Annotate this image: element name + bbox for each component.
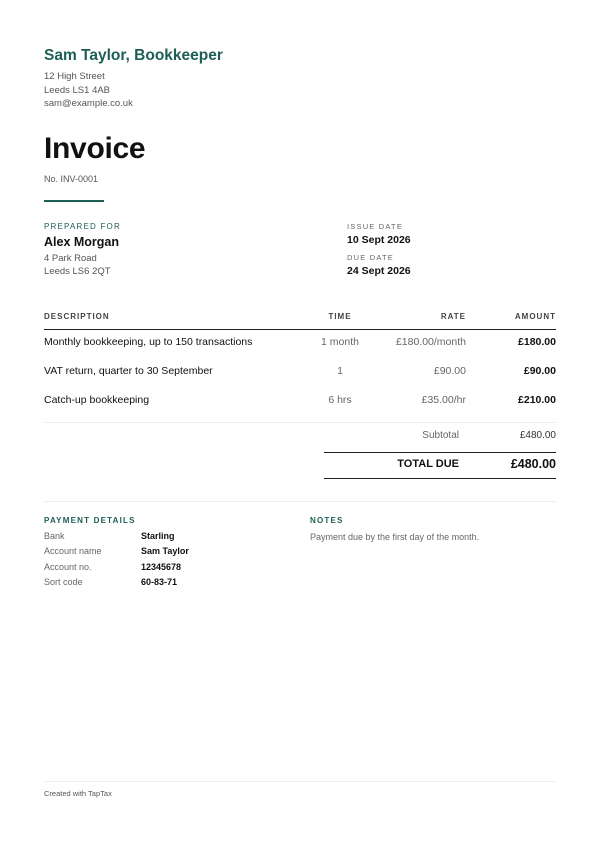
due-date-block	[347, 253, 411, 277]
issue-date-value: 10 Sept 2026	[347, 234, 411, 246]
header-time: TIME	[328, 312, 352, 321]
client-address-line1: 4 Park Road	[44, 253, 97, 264]
line-item-amount: £90.00	[523, 365, 556, 377]
due-date-label: DUE DATE	[347, 253, 394, 262]
payment-key: Account no.	[44, 562, 92, 572]
total-divider-bottom	[324, 478, 556, 479]
payment-key: Account name	[44, 546, 102, 556]
subtotal-value: £480.00	[519, 430, 556, 441]
line-item-rate: £35.00/hr	[421, 394, 466, 406]
line-item-row	[44, 365, 556, 394]
notes-text: Payment due by the first day of the month.	[310, 532, 480, 542]
notes-label: NOTES	[310, 516, 344, 525]
prepared-for-label: PREPARED FOR	[44, 222, 121, 231]
business-address-line2: Leeds LS1 4AB	[44, 84, 111, 96]
payment-value: 12345678	[141, 562, 182, 572]
invoice-title: Invoice	[44, 132, 146, 165]
line-item-description: Catch-up bookkeeping	[44, 394, 150, 406]
subtotal-label: Subtotal	[422, 430, 459, 441]
payment-key: Bank	[44, 531, 65, 541]
footer-divider	[44, 781, 556, 782]
accent-divider	[44, 200, 104, 202]
business-email: sam@example.co.uk	[44, 98, 133, 109]
issue-date-label: ISSUE DATE	[347, 222, 404, 231]
line-item-description: VAT return, quarter to 30 September	[44, 365, 213, 377]
section-divider	[44, 501, 556, 502]
issue-date-block	[347, 222, 411, 246]
payment-key: Sort code	[44, 577, 83, 587]
payment-value: Sam Taylor	[141, 546, 189, 556]
total-due-value: £480.00	[510, 457, 556, 471]
total-due-label: TOTAL DUE	[397, 458, 459, 470]
business-address-line1: 12 High Street	[44, 71, 105, 82]
client-address-line2: Leeds LS6 2QT	[44, 265, 111, 277]
header-description: DESCRIPTION	[44, 312, 110, 321]
invoice-page	[44, 0, 556, 849]
business-name: Sam Taylor, Bookkeeper	[44, 47, 223, 64]
line-item-row	[44, 336, 556, 365]
payment-value: 60-83-71	[141, 577, 178, 587]
line-item-time: 1	[337, 365, 343, 377]
line-item-description: Monthly bookkeeping, up to 150 transactions	[44, 336, 253, 348]
payment-value: Starling	[141, 531, 175, 541]
business-address	[44, 70, 133, 111]
line-item-amount: £210.00	[518, 394, 556, 406]
line-item-rate: £90.00	[433, 365, 466, 377]
total-divider-top	[324, 452, 556, 453]
payment-details-label: PAYMENT DETAILS	[44, 516, 136, 525]
line-item-rate: £180.00/month	[395, 336, 466, 348]
invoice-number: No. INV-0001	[44, 174, 99, 184]
line-item-amount: £180.00	[518, 336, 556, 348]
line-item-row	[44, 394, 556, 423]
line-item-time: 1 month	[321, 336, 359, 348]
table-header-divider	[44, 329, 556, 330]
header-rate: RATE	[440, 312, 466, 321]
footer-credit: Created with TapTax	[44, 789, 112, 798]
header-amount: AMOUNT	[514, 312, 556, 321]
due-date-value: 24 Sept 2026	[347, 265, 411, 277]
client-address	[44, 253, 111, 278]
items-divider	[44, 422, 556, 423]
line-item-time: 6 hrs	[328, 394, 352, 406]
client-name: Alex Morgan	[44, 235, 120, 249]
